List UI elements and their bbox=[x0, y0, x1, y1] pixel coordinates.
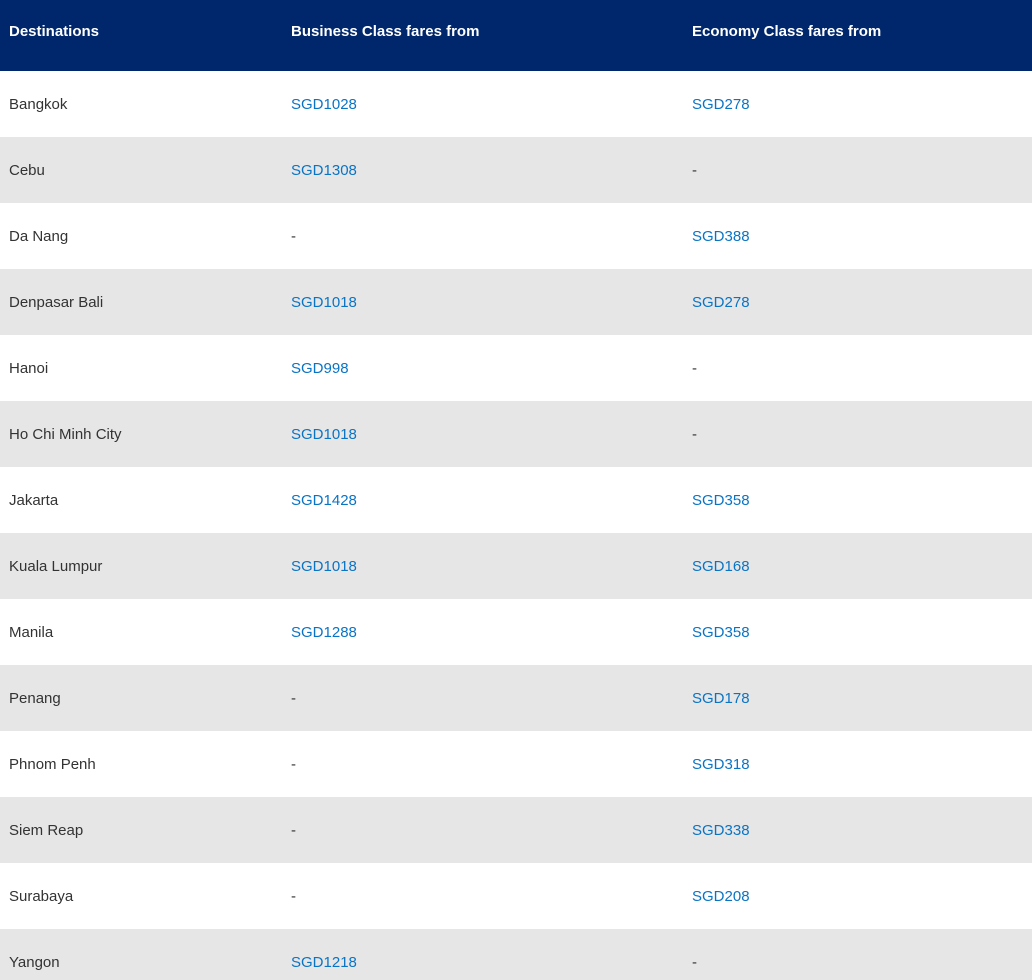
economy-fare-cell bbox=[683, 203, 1032, 269]
table-row bbox=[0, 863, 1032, 929]
destination-name: Denpasar Bali bbox=[9, 293, 104, 311]
business-fare-cell bbox=[282, 203, 683, 269]
business-fare-cell bbox=[282, 335, 683, 401]
destination-name: Manila bbox=[9, 623, 54, 641]
business-fare-cell bbox=[282, 467, 683, 533]
economy-fare-cell bbox=[683, 71, 1032, 137]
table-row bbox=[0, 533, 1032, 599]
table-row bbox=[0, 203, 1032, 269]
business-fare-link[interactable]: SGD1018 bbox=[291, 293, 357, 311]
destination-cell bbox=[0, 599, 282, 665]
business-fare-cell bbox=[282, 71, 683, 137]
economy-fare-link[interactable]: SGD278 bbox=[692, 293, 750, 311]
destination-name: Surabaya bbox=[9, 887, 74, 905]
table-row bbox=[0, 137, 1032, 203]
destination-cell bbox=[0, 929, 282, 980]
business-fare-link[interactable]: SGD1218 bbox=[291, 953, 357, 971]
destination-name: Ho Chi Minh City bbox=[9, 425, 122, 443]
business-fare-link[interactable]: SGD1018 bbox=[291, 557, 357, 575]
destination-cell bbox=[0, 203, 282, 269]
economy-fare-cell bbox=[683, 467, 1032, 533]
table-row bbox=[0, 797, 1032, 863]
business-fare-unavailable: - bbox=[291, 689, 296, 707]
economy-fare-link[interactable]: SGD178 bbox=[692, 689, 750, 707]
destination-name: Kuala Lumpur bbox=[9, 557, 103, 575]
business-fare-link[interactable]: SGD1288 bbox=[291, 623, 357, 641]
business-fare-link[interactable]: SGD998 bbox=[291, 359, 349, 377]
business-fare-unavailable: - bbox=[291, 887, 296, 905]
business-fare-cell bbox=[282, 797, 683, 863]
table-row bbox=[0, 665, 1032, 731]
destination-cell bbox=[0, 665, 282, 731]
header-business-class: Business Class fares from bbox=[291, 23, 480, 40]
destination-cell bbox=[0, 71, 282, 137]
header-economy-class: Economy Class fares from bbox=[692, 23, 882, 40]
table-row bbox=[0, 335, 1032, 401]
destination-cell bbox=[0, 401, 282, 467]
business-fare-unavailable: - bbox=[291, 227, 296, 245]
business-fare-cell bbox=[282, 599, 683, 665]
destination-name: Yangon bbox=[9, 953, 60, 971]
business-fare-unavailable: - bbox=[291, 821, 296, 839]
destination-name: Cebu bbox=[9, 161, 45, 179]
business-fare-cell bbox=[282, 731, 683, 797]
economy-fare-unavailable: - bbox=[692, 161, 697, 179]
economy-fare-cell bbox=[683, 401, 1032, 467]
business-fare-link[interactable]: SGD1428 bbox=[291, 491, 357, 509]
table-header bbox=[0, 0, 1032, 71]
business-fare-cell bbox=[282, 401, 683, 467]
economy-fare-cell bbox=[683, 599, 1032, 665]
economy-fare-cell bbox=[683, 797, 1032, 863]
economy-fare-cell bbox=[683, 863, 1032, 929]
destination-name: Bangkok bbox=[9, 95, 68, 113]
economy-fare-link[interactable]: SGD338 bbox=[692, 821, 750, 839]
economy-fare-link[interactable]: SGD358 bbox=[692, 491, 750, 509]
economy-fare-link[interactable]: SGD168 bbox=[692, 557, 750, 575]
business-fare-link[interactable]: SGD1308 bbox=[291, 161, 357, 179]
business-fare-cell bbox=[282, 863, 683, 929]
economy-fare-cell bbox=[683, 533, 1032, 599]
table-row bbox=[0, 467, 1032, 533]
table-row bbox=[0, 269, 1032, 335]
table-row bbox=[0, 929, 1032, 980]
destination-cell bbox=[0, 533, 282, 599]
table-row bbox=[0, 401, 1032, 467]
destination-cell bbox=[0, 797, 282, 863]
economy-fare-unavailable: - bbox=[692, 359, 697, 377]
economy-fare-link[interactable]: SGD388 bbox=[692, 227, 750, 245]
economy-fare-cell bbox=[683, 665, 1032, 731]
destination-name: Penang bbox=[9, 689, 61, 707]
destination-cell bbox=[0, 335, 282, 401]
destination-cell bbox=[0, 863, 282, 929]
destination-name: Hanoi bbox=[9, 359, 49, 377]
business-fare-cell bbox=[282, 533, 683, 599]
business-fare-cell bbox=[282, 929, 683, 980]
economy-fare-unavailable: - bbox=[692, 953, 697, 971]
economy-fare-cell bbox=[683, 929, 1032, 980]
header-row bbox=[0, 0, 1032, 71]
header-destinations: Destinations bbox=[9, 23, 100, 40]
economy-fare-cell bbox=[683, 335, 1032, 401]
business-fare-link[interactable]: SGD1018 bbox=[291, 425, 357, 443]
destination-name: Phnom Penh bbox=[9, 755, 96, 773]
table-row bbox=[0, 731, 1032, 797]
economy-fare-cell bbox=[683, 731, 1032, 797]
destination-cell bbox=[0, 731, 282, 797]
economy-fare-link[interactable]: SGD358 bbox=[692, 623, 750, 641]
table-row bbox=[0, 599, 1032, 665]
destination-cell bbox=[0, 269, 282, 335]
economy-fare-link[interactable]: SGD208 bbox=[692, 887, 750, 905]
business-fare-cell bbox=[282, 137, 683, 203]
economy-fare-cell bbox=[683, 137, 1032, 203]
economy-fare-link[interactable]: SGD278 bbox=[692, 95, 750, 113]
economy-fare-link[interactable]: SGD318 bbox=[692, 755, 750, 773]
business-fare-cell bbox=[282, 269, 683, 335]
business-fare-link[interactable]: SGD1028 bbox=[291, 95, 357, 113]
destination-name: Jakarta bbox=[9, 491, 59, 509]
destination-name: Siem Reap bbox=[9, 821, 84, 839]
business-fare-unavailable: - bbox=[291, 755, 296, 773]
destination-cell bbox=[0, 467, 282, 533]
table-row bbox=[0, 71, 1032, 137]
business-fare-cell bbox=[282, 665, 683, 731]
destination-cell bbox=[0, 137, 282, 203]
economy-fare-cell bbox=[683, 269, 1032, 335]
economy-fare-unavailable: - bbox=[692, 425, 697, 443]
table-body bbox=[0, 71, 1032, 980]
destination-name: Da Nang bbox=[9, 227, 69, 245]
